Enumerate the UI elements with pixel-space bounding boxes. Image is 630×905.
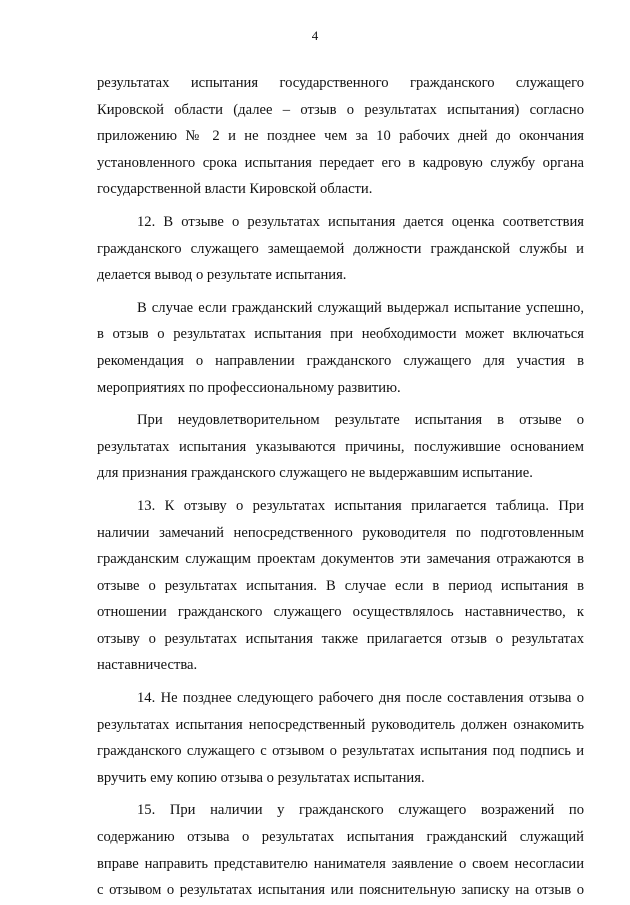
text-line: гражданского служащего с отзывом о результатах испытания под подпись и: [97, 743, 584, 760]
text-line: отношении гражданского служащего осуществлялось наставничество, к: [97, 604, 584, 621]
text-line: содержанию отзыва о результатах испытания гражданский служащий: [97, 829, 584, 846]
text-line: государственной власти Кировской области.: [97, 181, 373, 198]
text-line: в отзыв о результатах испытания при необходимости может включаться: [97, 326, 584, 343]
paragraph: [97, 209, 584, 289]
text-line: отзыву о результатах испытания также прилагается отзыв о результатах: [97, 630, 584, 647]
text-line: 15. При наличии у гражданского служащего возражений по: [137, 802, 584, 819]
text-line: результатах испытания указываются причины, послужившие основанием: [97, 438, 584, 455]
text-line: результатах испытания государственного гражданского служащего: [97, 75, 584, 91]
text-line: наставничества.: [97, 657, 198, 674]
text-line: мероприятиях по профессиональному развитию.: [97, 379, 401, 396]
page-number: 4: [311, 28, 319, 43]
text-line: При неудовлетворительном результате испытания в отзыве о: [137, 412, 584, 429]
text-line: результатах испытания непосредственный руководитель должен ознакомить: [97, 716, 584, 733]
text-line: 13. К отзыву о результатах испытания прилагается таблица. При: [137, 497, 584, 514]
text-line: рекомендация о направлении гражданского служащего для участия в: [97, 352, 584, 369]
text-line: вручить ему копию отзыва о результатах испытания.: [97, 769, 425, 786]
text-line: 14. Не позднее следующего рабочего дня после составления отзыва о: [137, 690, 584, 707]
text-line: приложению № 2 и не позднее чем за 10 рабочих дней до окончания: [97, 128, 584, 145]
text-line: для признания гражданского служащего не выдержавшим испытание.: [97, 465, 533, 482]
text-line: наличии замечаний непосредственного руководителя по подготовленным: [97, 524, 584, 541]
text-line: вправе направить представителю нанимателя заявление о своем несогласии: [97, 855, 584, 872]
paragraph: [97, 295, 584, 401]
text-line: установленного срока испытания передает его в кадровую службу органа: [97, 154, 584, 171]
text-line: с отзывом о результатах испытания или пояснительную записку на отзыв о: [97, 882, 584, 899]
paragraph: [97, 797, 584, 903]
text-line: отзыве о результатах испытания. В случае если в период испытания в: [97, 577, 584, 594]
text-line: Кировской области (далее – отзыв о результатах испытания) согласно: [97, 101, 584, 118]
document-body: [97, 70, 584, 904]
paragraph: [97, 685, 584, 791]
paragraph: [97, 70, 584, 203]
paragraph: [97, 493, 584, 679]
text-line: В случае если гражданский служащий выдержал испытание успешно,: [137, 299, 584, 316]
text-line: 12. В отзыве о результатах испытания дается оценка соответствия: [137, 213, 584, 230]
text-line: делается вывод о результате испытания.: [97, 267, 347, 284]
paragraph: [97, 407, 584, 487]
text-line: гражданского служащего замещаемой должности гражданской службы и: [97, 240, 584, 257]
text-line: гражданским служащим проектам документов эти замечания отражаются в: [97, 551, 584, 568]
